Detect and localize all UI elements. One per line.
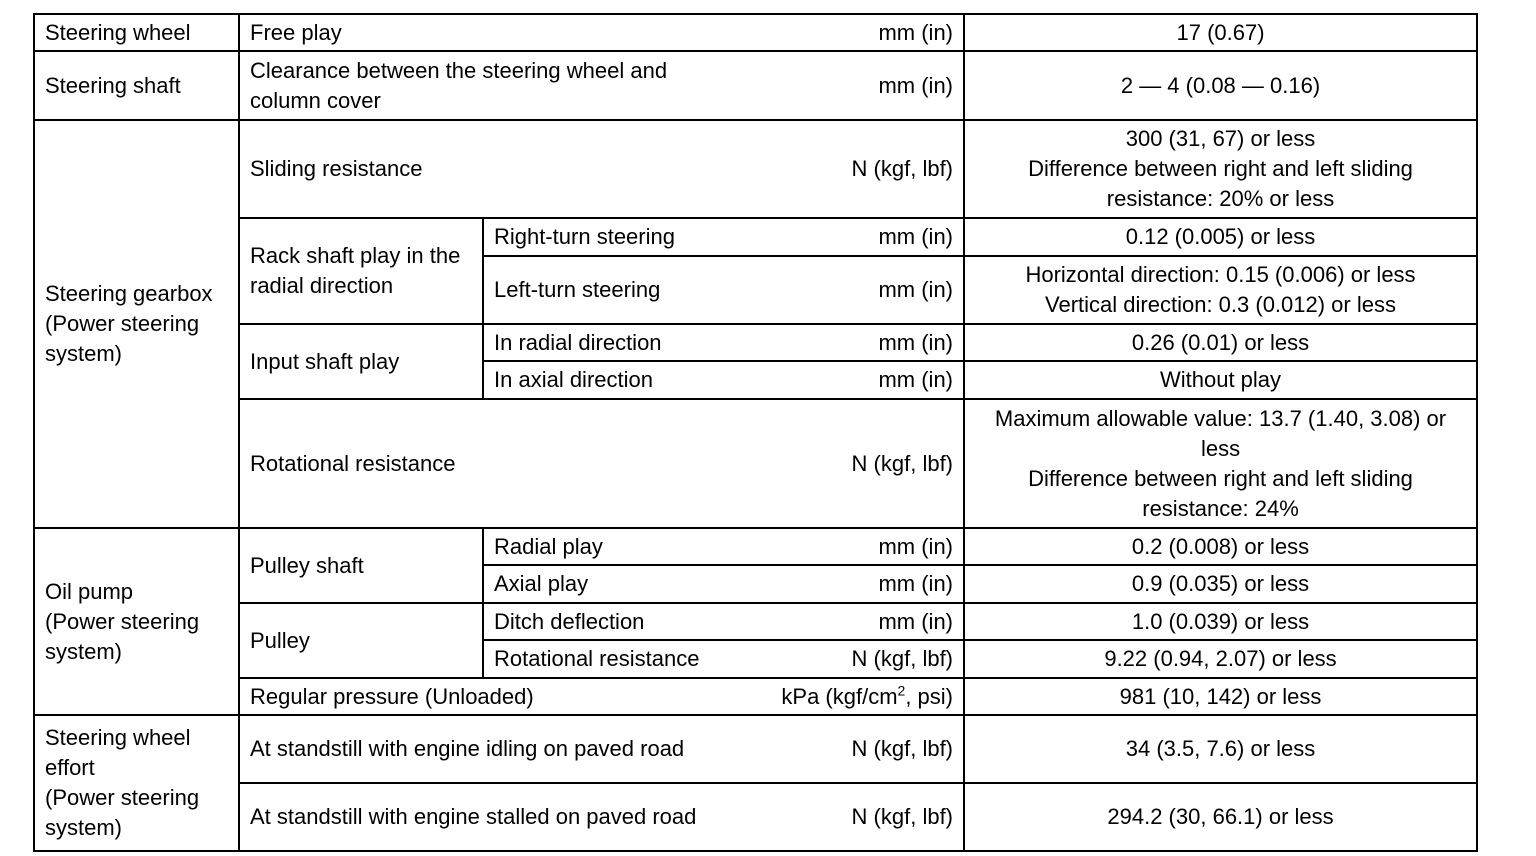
unit-label: mm (in) <box>878 72 954 98</box>
value-cell: 1.0 (0.039) or less <box>964 603 1477 640</box>
item-label: At standstill with engine stalled on paved road <box>250 804 697 829</box>
item-cell <box>239 120 964 218</box>
table-row <box>34 14 1477 51</box>
value-cell: 0.12 (0.005) or less <box>964 218 1477 256</box>
unit-label: mm (in) <box>878 224 954 249</box>
group-cell: Pulley shaft <box>239 528 483 603</box>
item-cell <box>239 51 964 120</box>
unit-label: mm (in) <box>878 19 954 45</box>
item-cell <box>239 678 964 715</box>
subitem-cell <box>483 218 964 256</box>
specification-table <box>33 13 1478 852</box>
group-cell: Pulley <box>239 603 483 678</box>
unit-label: N (kgf, lbf) <box>851 736 954 761</box>
table-row <box>34 603 1477 640</box>
value-cell: 17 (0.67) <box>964 14 1477 51</box>
table-row <box>34 715 1477 783</box>
unit-label: mm (in) <box>878 367 954 392</box>
unit-label: mm (in) <box>878 329 954 355</box>
table-row <box>34 218 1477 256</box>
item-label: Regular pressure (Unloaded) <box>250 683 534 709</box>
item-cell <box>239 783 964 851</box>
subitem-cell <box>483 640 964 678</box>
value-cell: 0.26 (0.01) or less <box>964 324 1477 361</box>
item-cell <box>239 715 964 783</box>
item-label: Rotational resistance <box>250 450 456 476</box>
item-label: Ditch deflection <box>494 608 645 634</box>
group-cell: Input shaft play <box>239 324 483 399</box>
category-cell: Steering shaft <box>34 51 239 120</box>
value-cell: 294.2 (30, 66.1) or less <box>964 783 1477 851</box>
item-label: Axial play <box>494 571 589 596</box>
category-cell: Steering wheel <box>34 14 239 51</box>
item-cell <box>239 14 964 51</box>
value-cell: 34 (3.5, 7.6) or less <box>964 715 1477 783</box>
table-row <box>34 51 1477 120</box>
table-row <box>34 324 1477 361</box>
category-cell: Steering gearbox (Power steering system) <box>34 120 239 528</box>
value-cell: Maximum allowable value: 13.7 (1.40, 3.08) or less Difference between right and left sliding resistance: 24% <box>964 399 1477 528</box>
unit-label: N (kgf, lbf) <box>851 450 954 476</box>
subitem-cell <box>483 565 964 603</box>
item-label: In radial direction <box>494 329 662 355</box>
unit-label: mm (in) <box>878 533 954 559</box>
item-label: Rotational resistance <box>494 646 700 671</box>
value-cell: Without play <box>964 361 1477 399</box>
unit-label: kPa ($kgf/cm^2$, psi) <box>781 682 954 709</box>
value-cell: 300 (31, 67) or less Difference between right and left sliding resistance: 20% or less <box>964 120 1477 218</box>
item-label: Right-turn steering <box>494 224 675 249</box>
value-cell: Horizontal direction: 0.15 (0.006) or less Vertical direction: 0.3 (0.012) or less <box>964 256 1477 324</box>
unit-label: N (kgf, lbf) <box>851 156 954 181</box>
item-label: Clearance between the steering wheel and column cover <box>250 57 668 113</box>
item-label: Free play <box>250 19 342 45</box>
category-cell: Oil pump (Power steering system) <box>34 528 239 715</box>
unit-label: N (kgf, lbf) <box>851 804 954 829</box>
group-cell: Rack shaft play in the radial direction <box>239 218 483 324</box>
unit-label: mm (in) <box>878 608 954 634</box>
item-label: Sliding resistance <box>250 156 423 181</box>
unit-label: N (kgf, lbf) <box>851 646 954 671</box>
value-cell: 9.22 (0.94, 2.07) or less <box>964 640 1477 678</box>
value-cell: 0.2 (0.008) or less <box>964 528 1477 565</box>
value-cell: 2 — 4 (0.08 — 0.16) <box>964 51 1477 120</box>
value-cell: 981 (10, 142) or less <box>964 678 1477 715</box>
table-row <box>34 120 1477 218</box>
item-label: Radial play <box>494 533 603 559</box>
unit-label: mm (in) <box>878 571 954 596</box>
table-row <box>34 399 1477 528</box>
table-row <box>34 783 1477 851</box>
item-label: Left-turn steering <box>494 277 661 302</box>
item-cell <box>239 399 964 528</box>
value-cell: 0.9 (0.035) or less <box>964 565 1477 603</box>
item-label: In axial direction <box>494 367 653 392</box>
table-row <box>34 678 1477 715</box>
subitem-cell <box>483 528 964 565</box>
subitem-cell <box>483 603 964 640</box>
item-label: At standstill with engine idling on paved road <box>250 736 685 761</box>
unit-label: mm (in) <box>878 277 954 302</box>
table-row <box>34 528 1477 565</box>
subitem-cell <box>483 361 964 399</box>
subitem-cell <box>483 256 964 324</box>
category-cell: Steering wheel effort (Power steering system) <box>34 715 239 851</box>
subitem-cell <box>483 324 964 361</box>
